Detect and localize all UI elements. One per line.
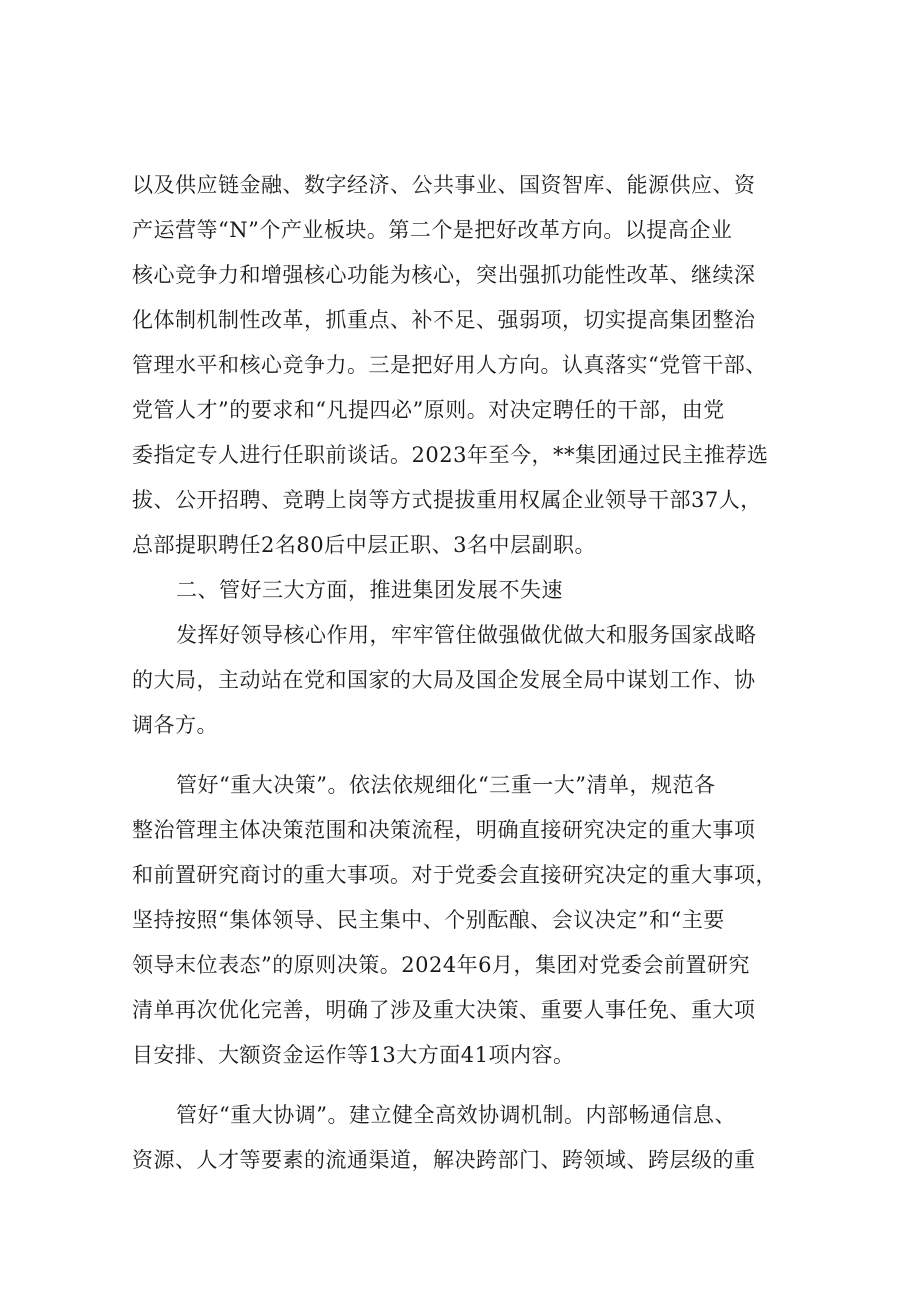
paragraph-1-line-6 <box>0 386 920 434</box>
text-line: 领导末位表态”的原则决策。2024年6月，集团对党委会前置研究 <box>132 953 751 977</box>
paragraph-2-line-2 <box>0 656 920 704</box>
text-line: 管好“重大决策”。依法依规细化“三重一大”清单，规范各 <box>176 773 716 797</box>
text-line: 委指定专人进行任职前谈话。2023年至今，**集团通过民主推荐选 <box>132 443 769 467</box>
text-line: 资源、人才等要素的流通渠道，解决跨部门、跨领域、跨层级的重 <box>132 1148 756 1172</box>
paragraph-1-line-5 <box>0 341 920 389</box>
paragraph-3-line-6 <box>0 986 920 1034</box>
paragraph-1-line-3 <box>0 251 920 299</box>
paragraph-1-line-4 <box>0 296 920 344</box>
text-line: 整治管理主体决策范围和决策流程，明确直接研究决定的重大事项 <box>132 818 756 842</box>
text-line: 管好“重大协调”。建立健全高效协调机制。内部畅通信息、 <box>176 1103 736 1127</box>
paragraph-1-line-8 <box>0 476 920 524</box>
text-line: 坚持按照“集体领导、民主集中、个别酝酿、会议决定”和“主要 <box>132 908 725 932</box>
text-line: 目安排、大额资金运作等13大方面41项内容。 <box>132 1043 575 1067</box>
paragraph-3-line-3 <box>0 851 920 899</box>
paragraph-1-line-1 <box>0 161 920 209</box>
paragraph-4-line-2 <box>0 1136 920 1184</box>
text-line: 管理水平和核心竞争力。三是把好用人方向。认真落实“党管干部、 <box>132 353 767 377</box>
text-line: 以及供应链金融、数字经济、公共事业、国资智库、能源供应、资 <box>132 173 756 197</box>
paragraph-3-line-4 <box>0 896 920 944</box>
text-line: 和前置研究商讨的重大事项。对于党委会直接研究决定的重大事项， <box>132 863 777 887</box>
paragraph-2-line-3 <box>0 701 920 749</box>
text-line: 党管人才”的要求和“凡提四必”原则。对决定聘任的干部，由党 <box>132 398 725 422</box>
text-line: 调各方。 <box>132 713 218 737</box>
text-line: 拔、公开招聘、竞聘上岗等方式提拔重用权属企业领导干部37人， <box>132 488 762 512</box>
text-line: 发挥好领导核心作用，牢牢管住做强做优做大和服务国家战略 <box>176 623 757 647</box>
text-line: 的大局，主动站在党和国家的大局及国企发展全局中谋划工作、协 <box>132 668 756 692</box>
paragraph-1-line-7 <box>0 431 920 479</box>
paragraph-1-line-9 <box>0 521 920 569</box>
text-line: 核心竞争力和增强核心功能为核心，突出强抓功能性改革、继续深 <box>132 263 756 287</box>
text-line: 总部提职聘任2名80后中层正职、3名中层副职。 <box>132 533 596 557</box>
paragraph-3-line-2 <box>0 806 920 854</box>
paragraph-2-line-1 <box>0 611 920 659</box>
text-line: 产运营等“N”个产业板块。第二个是把好改革方向。以提高企业 <box>132 218 733 242</box>
text-line: 化体制机制性改革，抓重点、补不足、强弱项，切实提高集团整治 <box>132 308 756 332</box>
paragraph-3-line-7 <box>0 1031 920 1079</box>
section-heading <box>0 566 920 614</box>
paragraph-3-line-5 <box>0 941 920 989</box>
paragraph-3-line-1 <box>0 761 920 809</box>
text-line: 清单再次优化完善，明确了涉及重大决策、重要人事任免、重大项 <box>132 998 756 1022</box>
section-heading-text: 二、管好三大方面，推进集团发展不失速 <box>176 578 563 602</box>
paragraph-4-line-1 <box>0 1091 920 1139</box>
paragraph-1-line-2 <box>0 206 920 254</box>
